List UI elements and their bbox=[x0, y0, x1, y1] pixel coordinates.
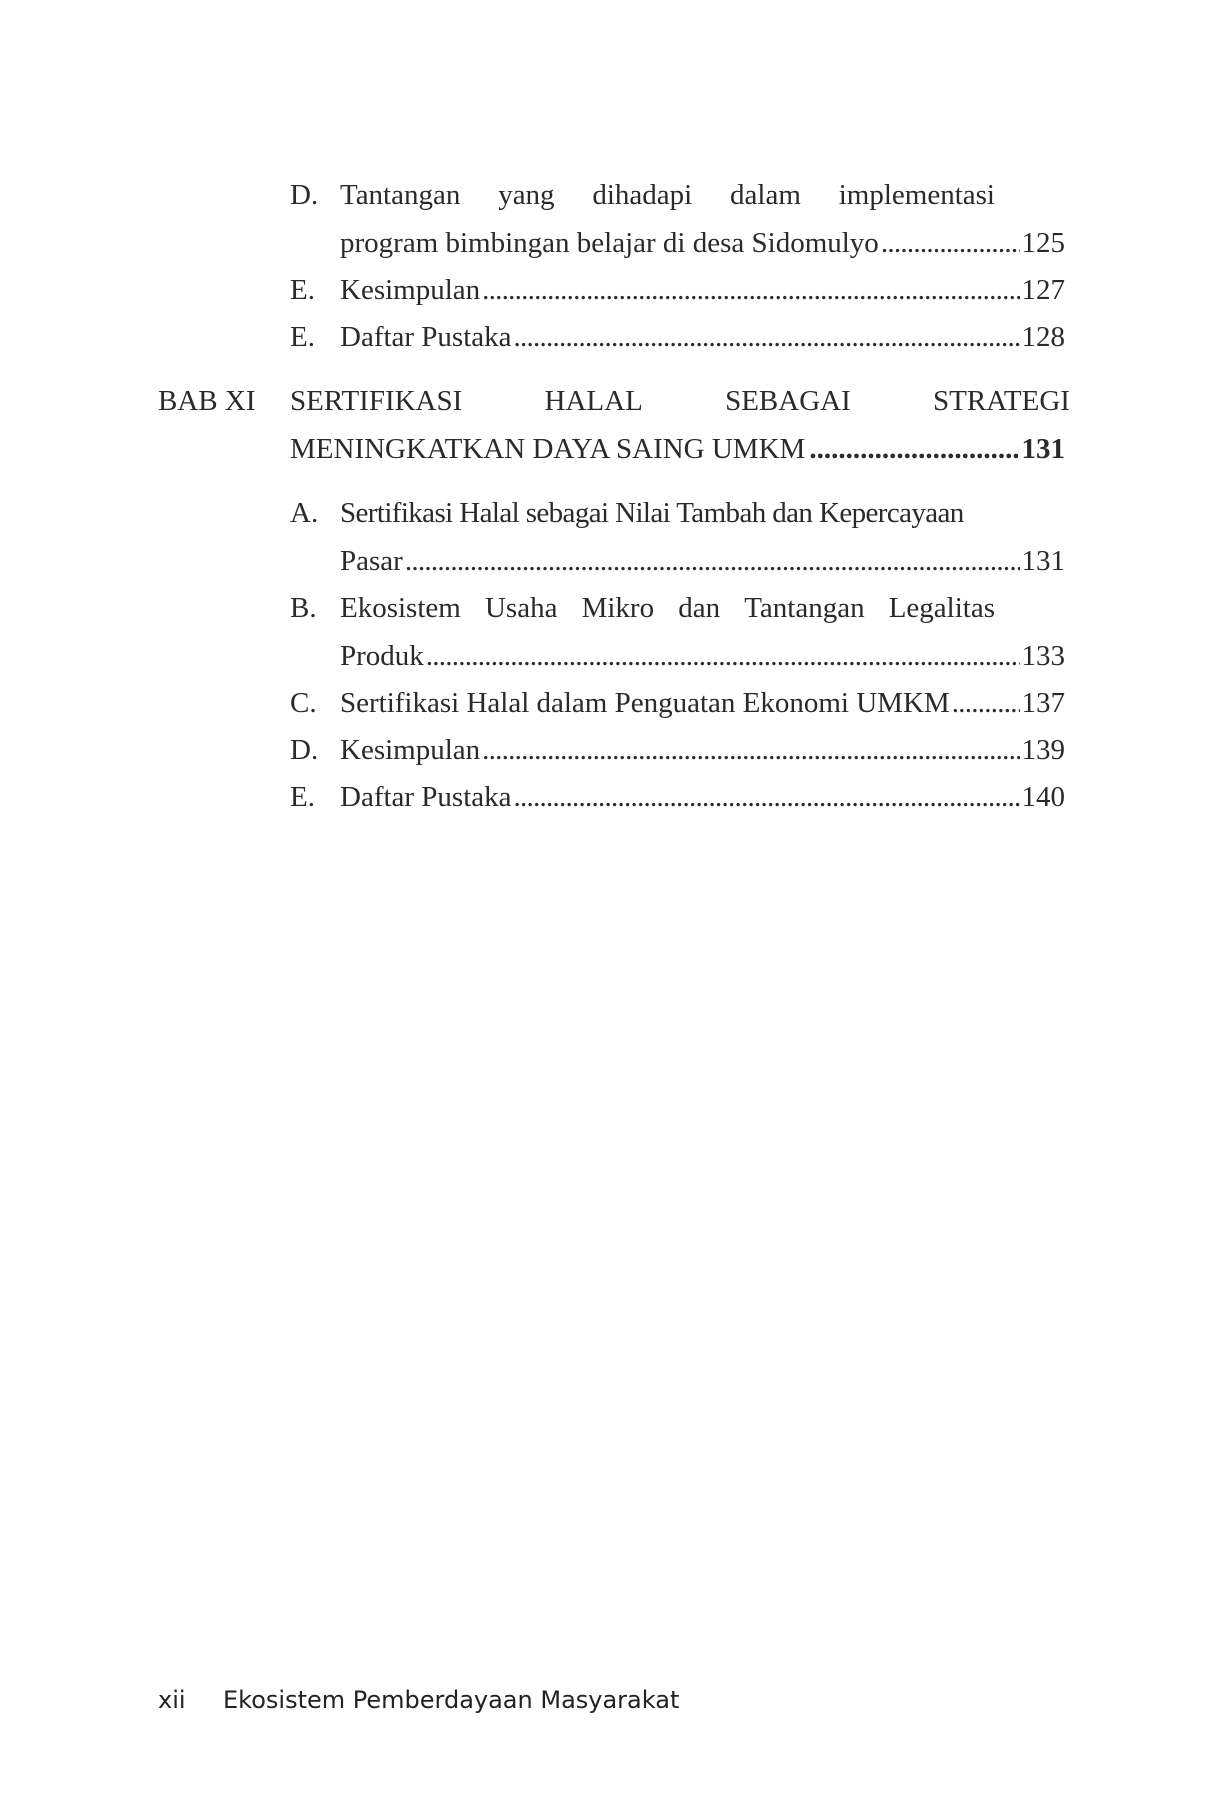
toc-page-number: 128 bbox=[1021, 321, 1065, 353]
toc-entry-title-line1: Ekosistem Usaha Mikro dan Tantangan Legalitas bbox=[340, 592, 995, 624]
toc-entry-letter: E. bbox=[290, 321, 315, 353]
toc-entry-title-line2: Produk . . . 133 bbox=[340, 636, 1065, 676]
dot-leader bbox=[482, 270, 1019, 310]
toc-entry-title: Kesimpulan . . . 127 bbox=[340, 270, 1065, 310]
footer-book-title: Ekosistem Pemberdayaan Masyarakat bbox=[223, 1686, 680, 1714]
toc-page-number: 137 bbox=[1021, 687, 1065, 719]
toc-entry-title: Daftar Pustaka . . . 140 bbox=[340, 777, 1065, 817]
toc-entry-letter: C. bbox=[290, 687, 317, 719]
chapter-title-line2: MENINGKATKAN DAYA SAING UMKM ..... 131 bbox=[290, 429, 1065, 469]
toc-entry-title: Sertifikasi Halal dalam Penguatan Ekonomi UMKM . . . 137 bbox=[340, 683, 1065, 723]
dot-leader bbox=[514, 777, 1020, 817]
dot-leader bbox=[514, 317, 1020, 357]
toc-entry-title-line1: Sertifikasi Halal sebagai Nilai Tambah dan Kepercayaan bbox=[340, 497, 964, 529]
toc-entry-title-line2: program bimbingan belajar di desa Sidomulyo . . . 125 bbox=[340, 223, 1065, 263]
toc-page-number: 140 bbox=[1021, 781, 1065, 813]
toc-page-number: 139 bbox=[1021, 734, 1065, 766]
dot-leader bbox=[426, 636, 1020, 676]
toc-entry-letter: D. bbox=[290, 179, 319, 211]
toc-entry-letter: D. bbox=[290, 734, 319, 766]
dot-leader bbox=[482, 730, 1019, 770]
toc-entry-letter: E. bbox=[290, 781, 315, 813]
toc-page-number: 125 bbox=[1021, 227, 1065, 259]
toc-entry-letter: A. bbox=[290, 497, 319, 529]
toc-entry-letter: B. bbox=[290, 592, 317, 624]
dot-leader bbox=[405, 541, 1020, 581]
toc-entry-title-line2: Pasar . . . 131 bbox=[340, 541, 1065, 581]
chapter-label: BAB XI bbox=[158, 385, 256, 417]
dot-leader bbox=[952, 683, 1020, 723]
toc-entry-title: Daftar Pustaka . . . 128 bbox=[340, 317, 1065, 357]
toc-entry-letter: E. bbox=[290, 274, 315, 306]
chapter-page-number: 131 bbox=[1021, 433, 1065, 465]
toc-entry-title: Kesimpulan . . . 139 bbox=[340, 730, 1065, 770]
toc-page-number: 131 bbox=[1021, 545, 1065, 577]
dot-leader bbox=[881, 223, 1020, 263]
toc-page-number: 133 bbox=[1021, 640, 1065, 672]
toc-entry-title-line1: Tantangan yang dihadapi dalam implementasi bbox=[340, 179, 995, 211]
toc-page-number: 127 bbox=[1021, 274, 1065, 306]
footer-page-number: xii bbox=[158, 1686, 186, 1714]
dot-leader bbox=[809, 429, 1017, 469]
chapter-title-line1: SERTIFIKASI HALAL SEBAGAI STRATEGI bbox=[290, 385, 1070, 417]
